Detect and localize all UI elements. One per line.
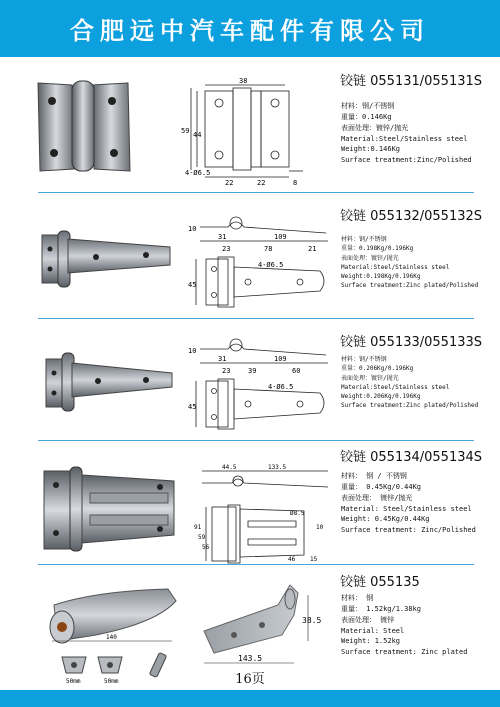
dim-d: Ø8.5 (290, 510, 305, 517)
dim-hole: 4-Ø6.5 (258, 261, 284, 269)
spec-list-5 (341, 593, 467, 658)
spec-list-3 (341, 355, 478, 411)
spec-line: 重量：0.146Kg (341, 112, 392, 121)
spec-line: Weight:0.146Kg (341, 145, 401, 154)
hinge-drawing-5 (198, 579, 338, 671)
spec-line: 重量：0.198Kg/0.196Kg (341, 245, 414, 253)
dim-b2: 22 (257, 179, 266, 187)
dim-photo-len: 140 (106, 634, 117, 641)
hinge-drawing-1 (181, 75, 315, 187)
dim-l1: 44.5 (222, 464, 237, 471)
dim-l2: 109 (274, 355, 287, 363)
spec-line: Material: Steel (341, 626, 405, 635)
product-section-3 (0, 319, 500, 440)
dim-height-inner: 44 (193, 131, 202, 139)
spec-line: Surface treatment: Zinc/Polished (341, 526, 476, 535)
model-title-1: 铰链 055131/055131S (340, 74, 483, 89)
dim-b3: 8 (293, 179, 298, 187)
spec-line: Weight: 1.52kg (341, 637, 401, 646)
spec-line: Surface treatment:Zinc plated/Polished (341, 402, 479, 410)
dim-height-outer: 59 (181, 127, 190, 135)
dim-hole: 4-Ø6.5 (268, 383, 294, 391)
dim-h1: 91 (194, 524, 202, 531)
spec-line: Material:Steel/Stainless steel (341, 134, 468, 143)
model-title-2: 铰链 055132/055132S (340, 209, 483, 224)
dim-draw-len: 143.5 (238, 654, 263, 663)
dim-part1: 50mm (66, 678, 81, 685)
dim-l5: 60 (292, 367, 301, 375)
spec-line: 表面处理： 镀锌 (341, 615, 395, 624)
hinge-drawing-2 (188, 207, 338, 315)
spec-line: Surface treatment: Zinc plated (341, 648, 468, 657)
spec-line: 表面处理：镀锌/抛光 (341, 254, 399, 262)
dim-l4: 78 (264, 245, 273, 253)
dim-l5: 21 (308, 245, 317, 253)
dim-b2: 15 (310, 556, 318, 563)
spec-line: Surface treatment:Zinc plated/Polished (341, 282, 479, 290)
dim-b1: 46 (288, 556, 296, 563)
dim-l3: 23 (222, 367, 231, 375)
hinge-drawing-4 (192, 463, 340, 563)
hinge-photo-1 (30, 79, 140, 175)
spec-line: Weight:0.206Kg/0.196Kg (341, 393, 421, 401)
hinge-photo-5 (36, 583, 186, 687)
company-title: 合肥远中汽车配件有限公司 (70, 17, 430, 45)
spec-list-2 (341, 235, 478, 291)
product-section-4 (0, 441, 500, 564)
dim-l1: 31 (218, 233, 227, 241)
dim-a: 10 (188, 347, 197, 355)
spec-line: 表面处理：镀锌/抛光 (341, 123, 409, 132)
spec-line: Weight:0.198Kg/0.196Kg (341, 273, 421, 281)
dim-h3: 56 (202, 544, 210, 551)
dim-l4: 39 (248, 367, 257, 375)
spec-line: Weight: 0.45Kg/0.44Kg (341, 515, 430, 524)
spec-line: 材料：钢/不锈钢 (341, 236, 387, 243)
dim-l3: 23 (222, 245, 231, 253)
spec-line: 重量： 1.52kg/1.38kg (341, 604, 422, 613)
spec-line: 材料：钢/不锈钢 (341, 356, 387, 363)
spec-line: 重量：0.206Kg/0.196Kg (341, 365, 414, 373)
spec-line: 重量： 0.45Kg/0.44Kg (341, 482, 422, 491)
dim-h: 45 (188, 281, 197, 289)
dim-l2: 133.5 (268, 464, 287, 471)
spec-line: 表面处理： 镀锌/抛光 (341, 493, 413, 502)
spec-line: 材料： 钢 / 不锈钢 (341, 472, 407, 480)
product-section-2 (0, 193, 500, 318)
dim-draw-h: 38.5 (302, 616, 322, 625)
footer-bar (0, 690, 500, 707)
spec-line: Material:Steel/Stainless steel (341, 263, 450, 271)
header-bar (0, 0, 500, 57)
dim-l1: 31 (218, 355, 227, 363)
dim-b1: 22 (225, 179, 234, 187)
spec-line: 表面处理：镀锌/抛光 (341, 374, 399, 382)
spec-line: 材料： 钢 (341, 594, 374, 602)
spec-list-4 (341, 471, 476, 536)
spec-line: Surface treatment:Zinc/Polished (341, 156, 472, 165)
hinge-photo-4 (40, 463, 180, 555)
dim-a: 10 (188, 225, 197, 233)
model-title-4: 铰链 055134/055134S (340, 450, 483, 465)
spec-line: Material: Steel/Stainless steel (341, 504, 472, 513)
hinge-photo-3 (40, 345, 180, 415)
product-section-1 (0, 57, 500, 192)
dim-h: 45 (188, 403, 197, 411)
hinge-photo-2 (36, 221, 176, 291)
dim-top: 38 (239, 77, 248, 85)
dim-part2: 50mm (104, 678, 119, 685)
spec-line: 材料：钢/不锈钢 (341, 102, 395, 110)
model-title-5: 铰链 055135 (340, 575, 420, 590)
hinge-drawing-3 (188, 329, 338, 437)
dim-l2: 109 (274, 233, 287, 241)
dim-hole: 4-Ø6.5 (185, 169, 211, 177)
dim-r: 10 (316, 524, 324, 531)
spec-list-1 (341, 101, 472, 166)
dim-h2: 59 (198, 534, 206, 541)
model-title-3: 铰链 055133/055133S (340, 335, 483, 350)
page-number: 16页 (235, 672, 265, 687)
spec-line: Material:Steel/Stainless steel (341, 383, 450, 391)
